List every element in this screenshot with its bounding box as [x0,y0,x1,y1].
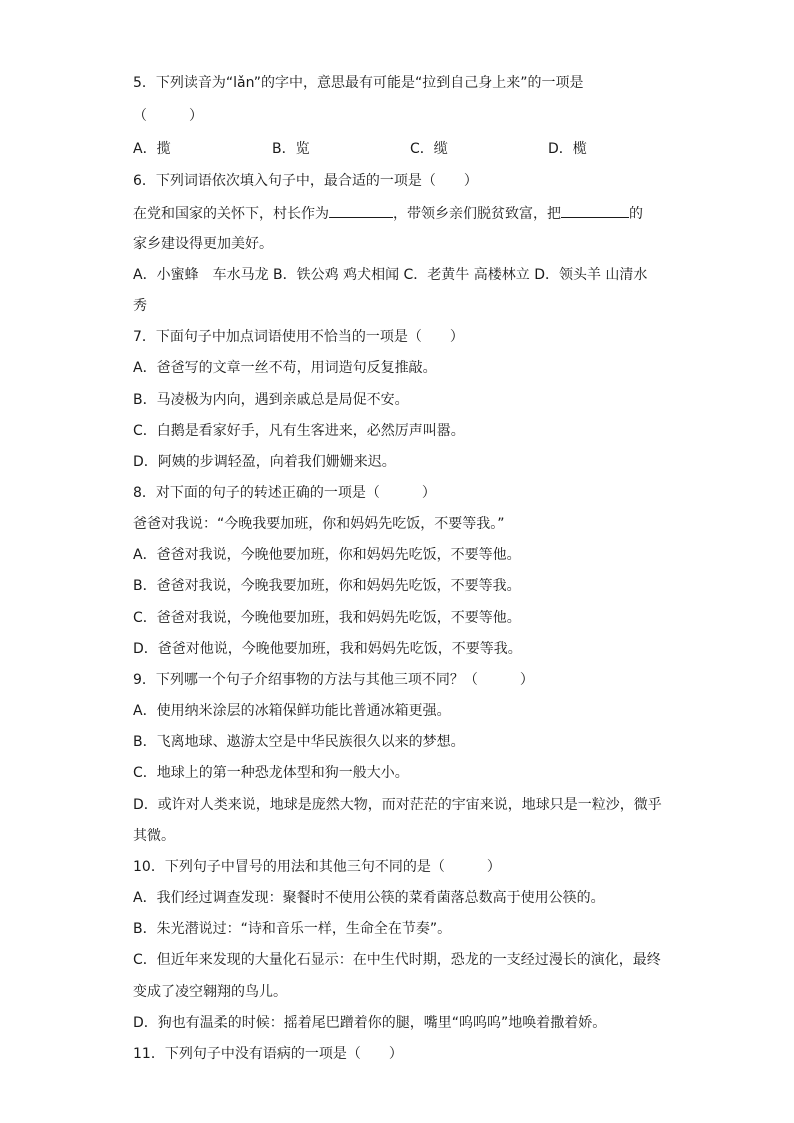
q6-blank-2 [561,203,629,218]
q5-option-b: B．览 [272,141,310,157]
q9-option-c: C．地球上的第一种恐龙体型和狗一般大小。 [133,765,409,781]
q9-option-d-cont: 其微。 [133,828,175,844]
q5-option-d: D．榄 [548,141,587,157]
q6-options-line2: 秀 [133,298,147,314]
q9-option-a: A．使用纳米涂层的冰箱保鲜功能比普通冰箱更强。 [133,703,451,719]
q6-sentence-part-c: 的 [629,206,643,222]
q5-stem: 5．下列读音为“lǎn”的字中，意思最有可能是“拉到自己身上来”的一项是 [133,75,584,91]
q9-stem: 9．下列哪一个句子介绍事物的方法与其他三项不同？（ ） [133,672,534,688]
q8-option-c: C．爸爸对我说，今晚他要加班，我和妈妈先吃饭，不要等他。 [133,610,521,626]
q7-option-c: C．白鹅是看家好手，凡有生客进来，必然厉声叫嚣。 [133,423,465,439]
q7-option-a: A．爸爸写的文章一丝不苟，用词造句反复推敲。 [133,360,437,376]
q6-blank-1 [329,203,393,218]
q10-option-a: A．我们经过调查发现：聚餐时不使用公筷的菜肴菌落总数高于使用公筷的。 [133,890,605,906]
q8-option-b: B．爸爸对我说，今晚我要加班，你和妈妈先吃饭，不要等我。 [133,578,521,594]
q5-answer-paren: （ ） [133,108,203,124]
q10-option-c: C．但近年来发现的大量化石显示：在中生代时期，恐龙的一支经过漫长的演化，最终 [133,952,661,968]
q8-option-d: D．爸爸对他说，今晚他要加班，我和妈妈先吃饭，不要等我。 [133,641,522,657]
q9-option-b: B．飞离地球、遨游太空是中华民族很久以来的梦想。 [133,734,465,750]
q11-stem: 11．下列句子中没有语病的一项是（ ） [133,1046,403,1062]
q8-option-a: A．爸爸对我说，今晚他要加班，你和妈妈先吃饭，不要等他。 [133,547,521,563]
q6-options-line1: A．小蜜蜂 车水马龙 B．铁公鸡 鸡犬相闻 C．老黄牛 高楼林立 D．领头羊 山清水 [133,267,648,283]
q6-sentence-part-b: ，带领乡亲们脱贫致富，把 [393,206,561,222]
q6-sentence-part-a: 在党和国家的关怀下，村长作为 [133,206,329,222]
q10-option-d: D．狗也有温柔的时候：摇着尾巴蹭着你的腿，嘴里“呜呜呜”地唤着撒着娇。 [133,1015,607,1031]
q7-option-d: D．阿姨的步调轻盈，向着我们姗姗来迟。 [133,454,396,470]
q8-stem: 8．对下面的句子的转述正确的一项是（ ） [133,485,436,501]
q8-quote: 爸爸对我说：“今晚我要加班，你和妈妈先吃饭，不要等我。” [133,516,505,532]
q9-option-d: D．或许对人类来说，地球是庞然大物，而对茫茫的宇宙来说，地球只是一粒沙，微乎 [133,797,662,813]
q5-option-a: A．揽 [133,141,171,157]
q6-sentence-end: 家乡建设得更加美好。 [133,236,273,252]
q7-stem: 7．下面句子中加点词语使用不恰当的一项是（ ） [133,329,464,345]
q6-stem: 6．下列词语依次填入句子中，最合适的一项是（ ） [133,173,478,189]
q10-option-b: B．朱光潜说过：“诗和音乐一样，生命全在节奏”。 [133,921,452,937]
q5-option-c: C．缆 [410,141,448,157]
q10-option-c-cont: 变成了凌空翱翔的鸟儿。 [133,984,287,1000]
q7-option-b: B．马凌极为内向，遇到亲戚总是局促不安。 [133,392,409,408]
q6-sentence [133,203,643,223]
q10-stem: 10．下列句子中冒号的用法和其他三句不同的是（ ） [133,859,501,875]
